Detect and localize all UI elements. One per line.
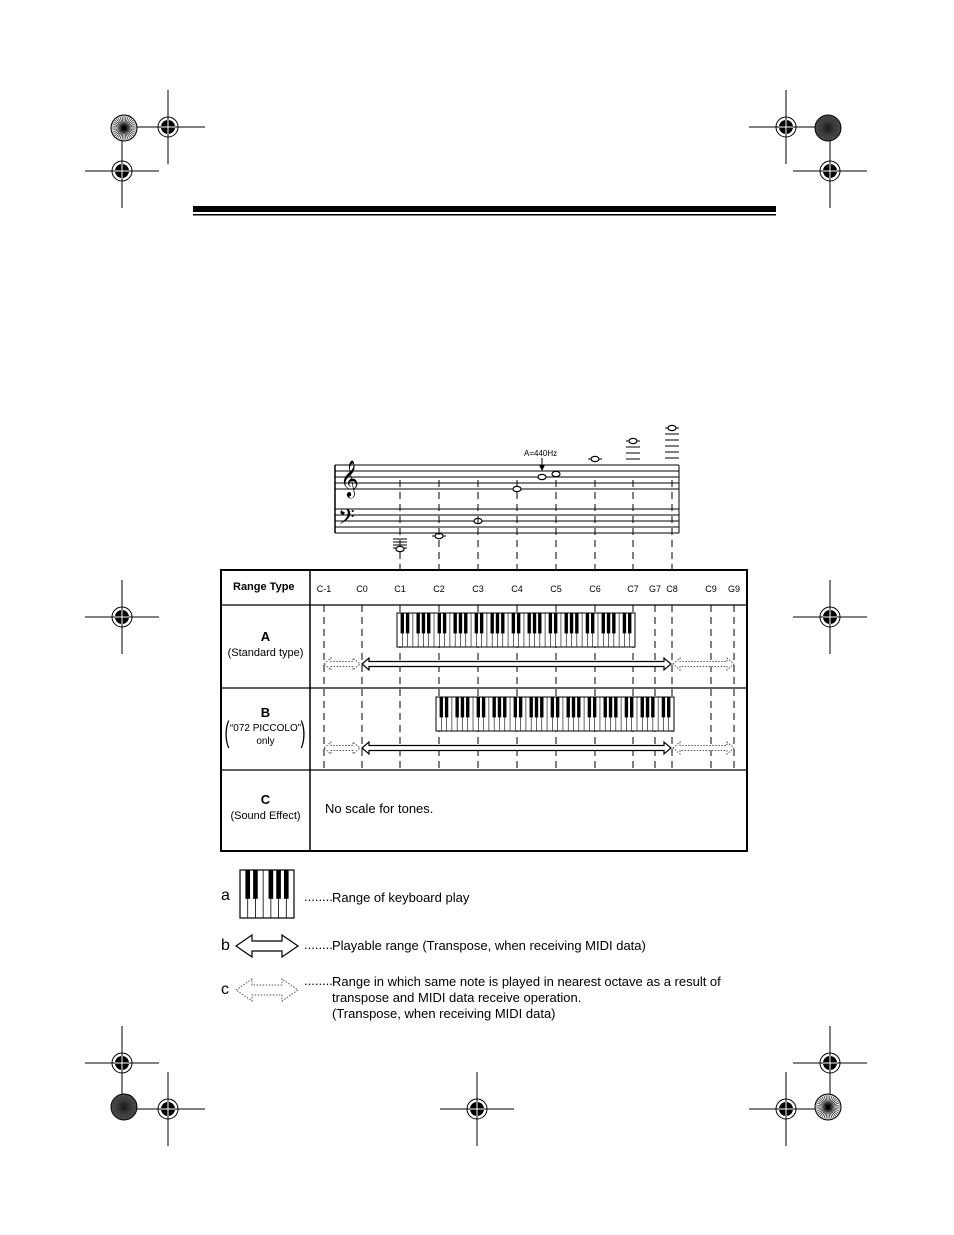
black-key xyxy=(466,697,469,717)
black-key xyxy=(269,870,274,899)
black-key xyxy=(591,613,594,633)
column-label: C2 xyxy=(433,584,445,594)
black-key xyxy=(549,613,552,633)
range-type-header: Range Type xyxy=(233,581,295,593)
column-label: C7 xyxy=(627,584,639,594)
black-key xyxy=(604,697,607,717)
black-key xyxy=(438,613,441,633)
black-key xyxy=(501,613,504,633)
legend-solid-arrow-icon xyxy=(236,935,298,957)
legend-c-dots: ........ xyxy=(304,973,333,988)
note-c6 xyxy=(591,456,599,461)
black-key xyxy=(461,697,464,717)
row-b-paren-right: ) xyxy=(300,716,306,749)
black-key xyxy=(517,613,520,633)
black-key xyxy=(519,697,522,717)
column-label: C6 xyxy=(589,584,601,594)
black-key xyxy=(565,613,568,633)
top-rule-thin xyxy=(193,214,776,216)
starburst-top-left xyxy=(111,115,137,141)
music-staves xyxy=(335,425,679,551)
black-key xyxy=(588,697,591,717)
legend-c-letter: c xyxy=(221,981,229,998)
black-key xyxy=(538,613,541,633)
black-key xyxy=(498,697,501,717)
legend-a-letter: a xyxy=(221,887,230,904)
black-key xyxy=(577,697,580,717)
starburst-bottom-right xyxy=(815,1094,841,1120)
black-key xyxy=(477,697,480,717)
black-key xyxy=(475,613,478,633)
note-c4 xyxy=(513,486,521,491)
black-key xyxy=(614,697,617,717)
row-a-desc: (Standard type) xyxy=(227,647,304,659)
column-label: C0 xyxy=(356,584,368,594)
legend-symbols xyxy=(236,870,298,1001)
black-key xyxy=(503,697,506,717)
keyboard-b-body xyxy=(436,697,674,731)
legend-c-line3: (Transpose, when receiving MIDI data) xyxy=(332,1006,556,1021)
legend-b-dots: ........ xyxy=(304,937,333,952)
reg-mark-bottom-center xyxy=(440,1072,514,1146)
black-key xyxy=(572,697,575,717)
reg-mark-bottom-right-outer xyxy=(793,1026,867,1100)
black-key xyxy=(646,697,649,717)
reg-mark-bottom-right xyxy=(749,1072,823,1146)
black-key xyxy=(491,613,494,633)
black-key xyxy=(540,697,543,717)
black-key xyxy=(496,613,499,633)
black-key xyxy=(570,613,573,633)
column-label: G9 xyxy=(727,584,740,594)
black-key xyxy=(593,697,596,717)
black-key xyxy=(586,613,589,633)
black-key xyxy=(492,697,495,717)
black-key xyxy=(628,613,631,633)
row-b-desc-line1: “072 PICCOLO” xyxy=(229,723,302,734)
note-c7 xyxy=(629,438,637,443)
top-rule-thick xyxy=(193,206,776,212)
column-label: G7 xyxy=(648,584,661,594)
legend-b-text: Playable range (Transpose, when receiving MIDI data) xyxy=(332,938,646,953)
legend-a-text: Range of keyboard play xyxy=(332,890,470,905)
black-key xyxy=(482,697,485,717)
legend-c-line1: Range in which same note is played in nearest octave as a result of xyxy=(332,974,721,989)
black-key xyxy=(514,697,517,717)
black-key xyxy=(551,697,554,717)
black-key xyxy=(455,697,458,717)
black-key xyxy=(401,613,404,633)
column-label: C8 xyxy=(666,584,678,594)
reg-mark-bottom-left xyxy=(131,1072,205,1146)
black-key xyxy=(567,697,570,717)
row-b-desc-line2: only xyxy=(256,736,275,747)
treble-clef-icon: 𝄞 xyxy=(340,459,359,497)
black-key xyxy=(556,697,559,717)
black-key xyxy=(453,613,456,633)
reg-mark-top-right xyxy=(749,90,823,164)
black-key xyxy=(667,697,670,717)
octave-range-arrow xyxy=(673,658,734,670)
black-key xyxy=(464,613,467,633)
reg-mark-bottom-left-outer xyxy=(85,1026,159,1100)
black-key xyxy=(535,697,538,717)
starburst-top-right xyxy=(815,115,841,141)
legend-a-dots: ........ xyxy=(304,889,333,904)
black-key xyxy=(530,697,533,717)
black-key xyxy=(445,697,448,717)
row-c-desc: (Sound Effect) xyxy=(230,810,301,822)
note-a4 xyxy=(538,474,546,479)
black-key xyxy=(623,613,626,633)
reg-mark-top-right-outer xyxy=(793,134,867,208)
row-c-letter: C xyxy=(260,792,271,807)
note-c5 xyxy=(552,471,560,476)
row-a-letter: A xyxy=(260,629,271,644)
black-key xyxy=(641,697,644,717)
black-key xyxy=(440,697,443,717)
legend-b-letter: b xyxy=(221,937,230,954)
black-key xyxy=(630,697,633,717)
legend-c-line2: transpose and MIDI data receive operation. xyxy=(332,990,582,1005)
row-c-note: No scale for tones. xyxy=(325,801,434,816)
black-key xyxy=(427,613,430,633)
reg-mark-top-left xyxy=(131,90,205,164)
black-key xyxy=(612,613,615,633)
black-key xyxy=(284,870,289,899)
bass-clef-icon: 𝄢 xyxy=(338,505,355,535)
column-label: C4 xyxy=(511,584,523,594)
keyboard-range-b xyxy=(436,697,674,731)
column-label: C-1 xyxy=(316,584,332,594)
black-key xyxy=(459,613,462,633)
black-key xyxy=(602,613,605,633)
note-c8 xyxy=(668,425,676,430)
column-label: C1 xyxy=(394,584,406,594)
black-key xyxy=(443,613,446,633)
row-b-letter: B xyxy=(260,705,271,720)
black-key xyxy=(607,613,610,633)
reg-mark-top-left-outer xyxy=(85,134,159,208)
black-key xyxy=(625,697,628,717)
black-key xyxy=(662,697,665,717)
black-key xyxy=(528,613,531,633)
black-key xyxy=(575,613,578,633)
black-key xyxy=(253,870,258,899)
reg-mark-mid-right xyxy=(793,580,867,654)
keyboard-range-a xyxy=(397,613,635,647)
octave-range-arrow xyxy=(324,658,360,670)
black-key xyxy=(245,870,250,899)
black-key xyxy=(512,613,515,633)
column-label: C5 xyxy=(550,584,562,594)
starburst-bottom-left xyxy=(111,1094,137,1120)
black-key xyxy=(651,697,654,717)
row-b-paren-left: ( xyxy=(224,716,230,749)
black-key xyxy=(276,870,281,899)
octave-range-arrow xyxy=(673,742,734,754)
black-key xyxy=(406,613,409,633)
black-key xyxy=(416,613,419,633)
black-key xyxy=(480,613,483,633)
legend-dotted-arrow-icon xyxy=(236,979,298,1001)
column-label: C9 xyxy=(705,584,717,594)
a440-label: A=440Hz xyxy=(524,449,558,458)
column-label: C3 xyxy=(472,584,484,594)
black-key xyxy=(554,613,557,633)
black-key xyxy=(609,697,612,717)
reg-mark-mid-left xyxy=(85,580,159,654)
octave-range-arrow xyxy=(324,742,360,754)
keyboard-a-body xyxy=(397,613,635,647)
note-c1 xyxy=(396,546,404,551)
black-key xyxy=(533,613,536,633)
black-key xyxy=(422,613,425,633)
